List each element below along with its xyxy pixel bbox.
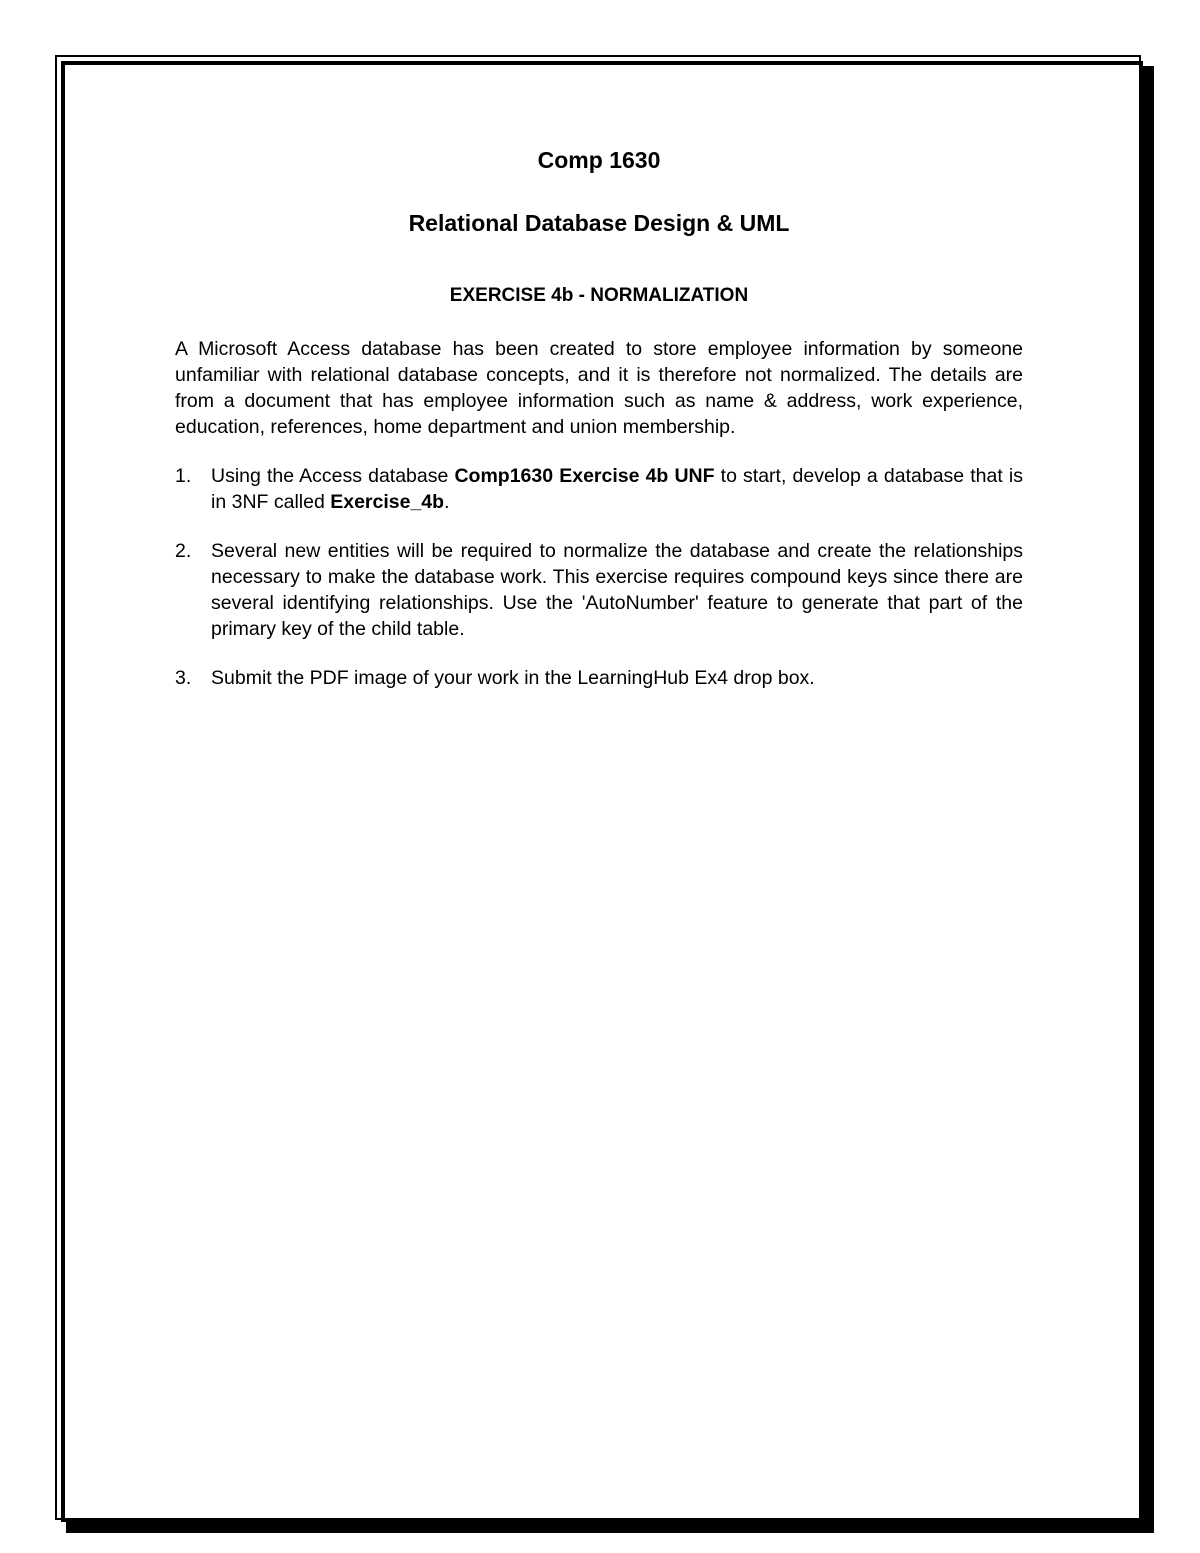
instruction-text: Using the Access database [211,465,455,487]
instruction-list [175,463,1023,691]
course-title: Comp 1630 [537,147,661,173]
target-database-name: Exercise_4b [330,491,445,513]
instruction-text: Several new entities will be required to normalize the database and create the relationships necessary to make the database work. This exercise requires compound keys since there are several identifying relationships. Use the 'AutoNumber' feature to generate that part of the primary key of the child table. [211,540,1023,640]
database-name: Comp1630 Exercise 4b UNF [454,465,715,487]
instruction-item-1 [175,463,1023,515]
exercise-title: EXERCISE 4b - NORMALIZATION [449,285,749,306]
instruction-number: 2. [175,540,192,562]
document-body [175,140,1023,714]
instruction-item-2 [175,538,1023,642]
instruction-number: 3. [175,667,192,689]
instruction-text: . [444,491,450,513]
course-subtitle: Relational Database Design & UML [408,210,790,236]
instruction-item-3 [175,665,1023,691]
instruction-text: Submit the PDF image of your work in the LearningHub Ex4 drop box. [211,667,815,689]
instruction-number: 1. [175,465,192,487]
intro-paragraph: A Microsoft Access database has been created to store employee information by someone unfamiliar with relational database concepts, and it is therefore not normalized. The details are from a document that has employee information such as name & address, work experience, education, references, home department and union membership. [175,338,1023,438]
instruction-text: to start, develop a database that is in 3NF called [211,465,1023,513]
